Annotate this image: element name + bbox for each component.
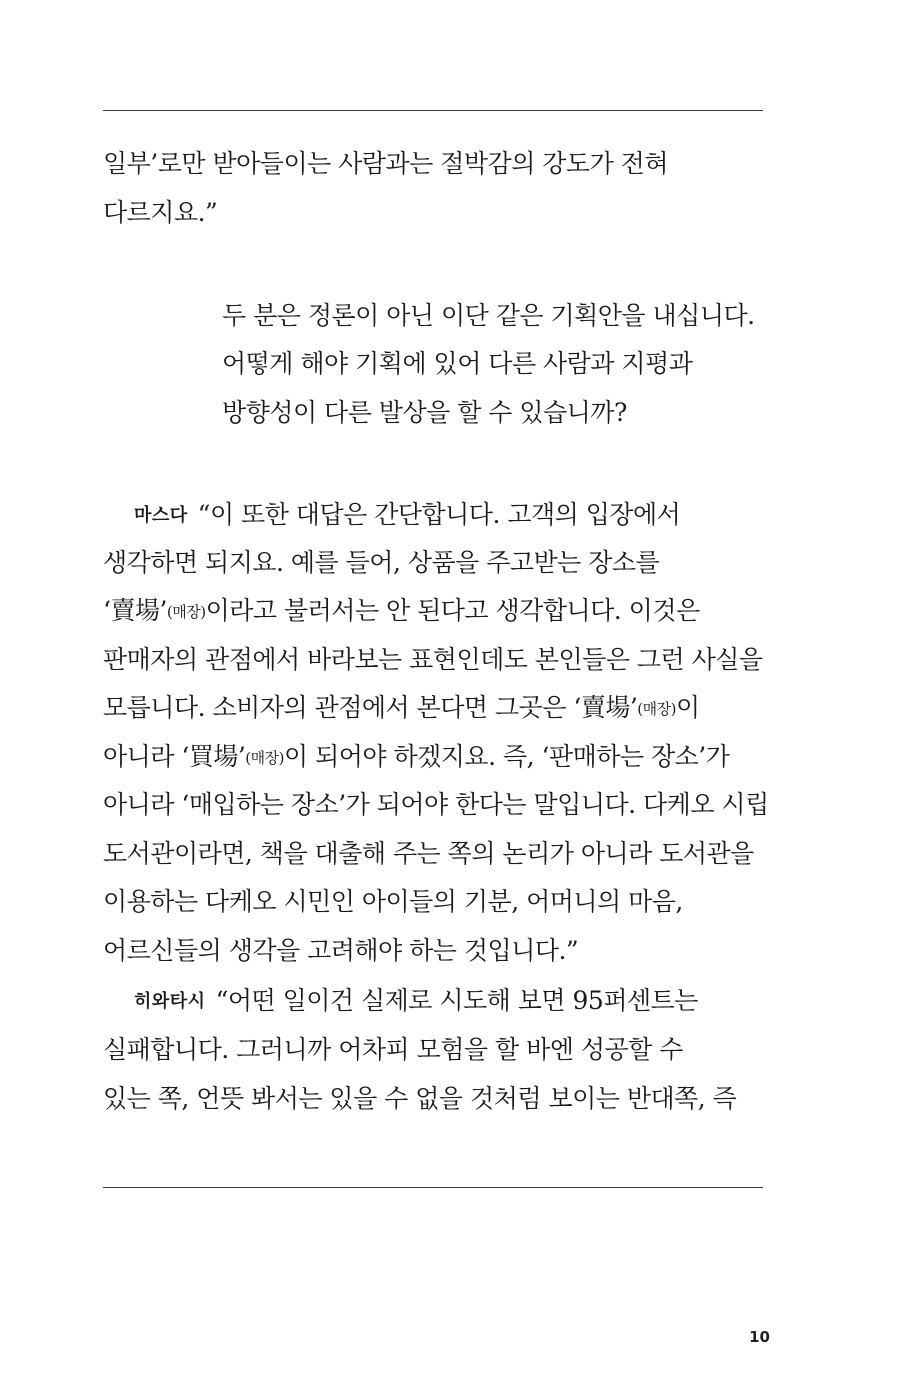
masuda-line-1: 마스다 “이 또한 대답은 간단합니다. 고객의 입장에서	[134, 500, 681, 529]
speaker-masuda: 마스다	[134, 505, 188, 526]
intro-line-1: 일부’로만 받아들이는 사람과는 절박감의 강도가 전혀	[103, 149, 668, 178]
intro-line-2: 다르지요.”	[103, 198, 218, 227]
masuda-line-5: 모릅니다. 소비자의 관점에서 본다면 그곳은 ‘賣場’(매장)이	[103, 693, 700, 722]
hiwatashi-line-3: 있는 쪽, 언뜻 봐서는 있을 수 없을 것처럼 보이는 반대쪽, 즉	[103, 1084, 737, 1113]
speaker-hiwatashi: 히와타시	[134, 991, 206, 1012]
masuda-line-6: 아니라 ‘買場’(매장)이 되어야 하겠지요. 즉, ‘판매하는 장소’가	[103, 742, 730, 771]
top-rule	[103, 110, 763, 111]
hiwatashi-line-1: 히와타시 “어떤 일이건 실제로 시도해 보면 95퍼센트는	[134, 986, 698, 1015]
masuda-line-9: 이용하는 다케오 시민인 아이들의 기분, 어머니의 마음,	[103, 887, 683, 916]
question-line-2: 어떻게 해야 기획에 있어 다른 사람과 지평과	[222, 349, 693, 378]
masuda-line-10: 어르신들의 생각을 고려해야 하는 것입니다.”	[103, 936, 579, 965]
question-line-3: 방향성이 다른 발상을 할 수 있습니까?	[222, 398, 627, 427]
page-number: 10	[749, 1328, 770, 1346]
masuda-line-2: 생각하면 되지요. 예를 들어, 상품을 주고받는 장소를	[103, 548, 660, 577]
masuda-line-4: 판매자의 관점에서 바라보는 표현인데도 본인들은 그런 사실을	[103, 645, 763, 674]
masuda-line-3: ‘賣場’(매장)이라고 불러서는 안 된다고 생각합니다. 이것은	[103, 596, 700, 625]
hiwatashi-line-2: 실패합니다. 그러니까 어차피 모험을 할 바엔 성공할 수	[103, 1035, 683, 1064]
question-line-1: 두 분은 정론이 아닌 이단 같은 기획안을 내십니다.	[222, 301, 755, 330]
bottom-rule	[103, 1187, 763, 1188]
masuda-line-8: 도서관이라면, 책을 대출해 주는 쪽의 논리가 아니라 도서관을	[103, 839, 754, 868]
masuda-line-7: 아니라 ‘매입하는 장소’가 되어야 한다는 말입니다. 다케오 시립	[103, 790, 769, 819]
